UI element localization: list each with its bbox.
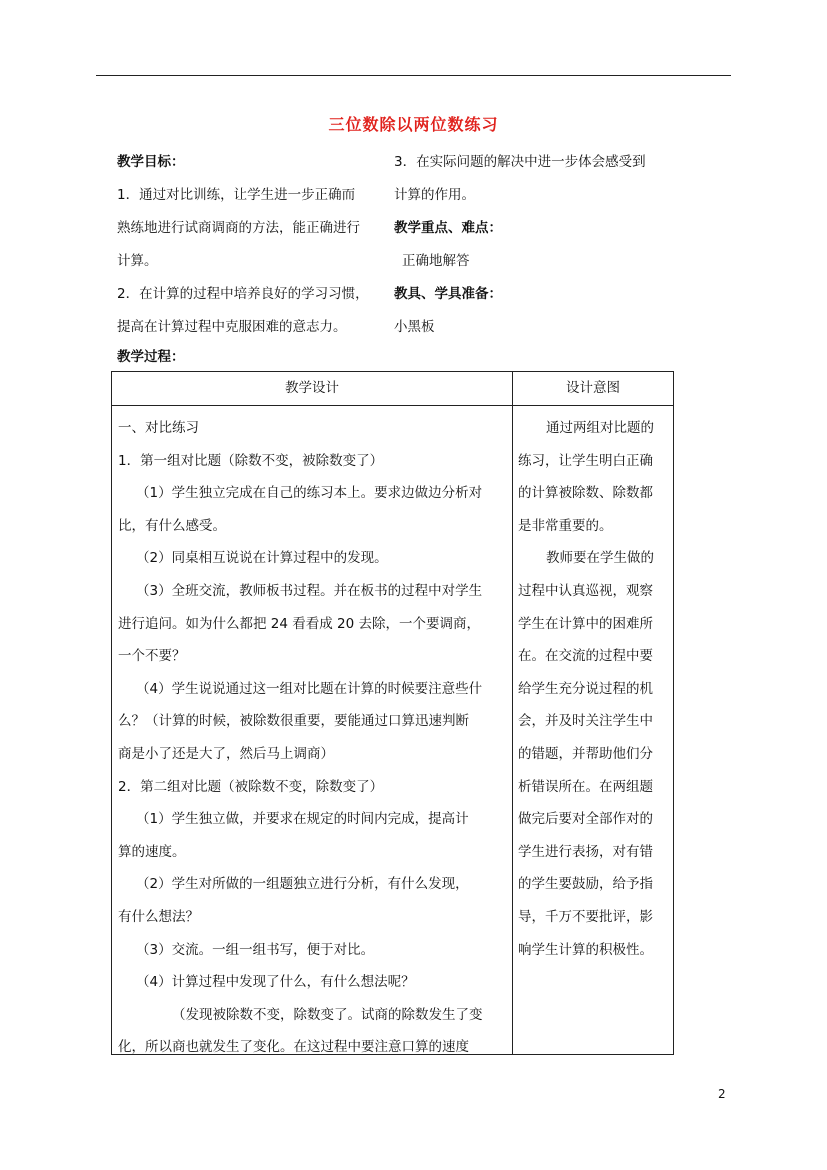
keypoints-column	[394, 146, 679, 344]
intent-line: 会，并及时关注学生中	[518, 713, 653, 730]
objectives-column	[117, 146, 387, 344]
intent-line: 练习，让学生明白正确	[518, 452, 653, 469]
design-line: （4）计算过程中发现了什么，有什么想法呢？	[136, 974, 415, 991]
intent-line: 导，千万不要批评，影	[518, 908, 653, 925]
design-line: 进行追问。如为什么都把 24 看看成 20 去除，一个要调商，	[118, 615, 481, 632]
materials-text: 小黑板	[394, 319, 435, 335]
design-line: （4）学生说说通过这一组对比题在计算的时候要注意些什	[136, 680, 483, 697]
design-line: （2）学生对所做的一组题独立进行分析，有什么发现，	[136, 876, 469, 893]
intent-line: 析错误所在。在两组题	[518, 778, 653, 795]
intent-line: 响学生计算的积极性。	[518, 941, 653, 958]
design-line: 比，有什么感受。	[118, 517, 226, 534]
objective-line: 1．通过对比训练，让学生进一步正确而	[117, 187, 356, 203]
intent-line: 过程中认真巡视，观察	[518, 582, 653, 599]
design-line: （3）交流。一组一组书写，便于对比。	[136, 941, 375, 958]
header-design: 教学设计	[112, 372, 513, 405]
document-title: 三位数除以两位数练习	[328, 115, 499, 134]
design-line: （3）全班交流，教师板书过程。并在板书的过程中对学生	[136, 582, 483, 599]
objective-line: 熟练地进行试商调商的方法，能正确进行	[117, 220, 360, 236]
intent-line: 给学生充分说过程的机	[518, 680, 653, 697]
design-line: 一、对比练习	[118, 420, 199, 436]
design-line: 算的速度。	[118, 843, 186, 860]
design-cell	[118, 412, 510, 1064]
keypoints-heading: 教学重点、难点：	[394, 220, 502, 236]
header-rule	[96, 75, 731, 76]
intent-line: 做完后要对全部作对的	[518, 811, 653, 828]
objective-line: 计算。	[117, 253, 158, 269]
intent-line: 的计算被除数、除数都	[518, 485, 653, 502]
intent-cell	[518, 412, 670, 966]
column-divider	[512, 405, 513, 1055]
design-line: 商是小了还是大了，然后马上调商）	[118, 745, 334, 762]
intent-line: 是非常重要的。	[518, 517, 613, 534]
header-intent: 设计意图	[566, 380, 620, 396]
table-header-row	[112, 372, 673, 406]
intent-line: 教师要在学生做的	[546, 550, 654, 567]
intent-line: 在。在交流的过程中要	[518, 648, 653, 665]
intent-line: 学生在计算中的困难所	[518, 615, 653, 632]
lesson-table	[111, 371, 674, 1055]
design-line: （2）同桌相互说说在计算过程中的发现。	[136, 550, 388, 567]
objective-line: 提高在计算过程中克服困难的意志力。	[117, 319, 347, 335]
design-line: （发现被除数不变，除数变了。试商的除数发生了变	[172, 1006, 483, 1023]
objective-line: 计算的作用。	[394, 187, 475, 203]
objectives-heading: 教学目标：	[117, 154, 185, 170]
design-line: 化，所以商也就发生了变化。在这过程中要注意口算的速度	[118, 1039, 469, 1056]
intro-section	[117, 146, 677, 346]
materials-heading: 教具、学具准备：	[394, 286, 502, 302]
design-line: 1．第一组对比题（除数不变，被除数变了）	[118, 452, 384, 469]
intent-line: 学生进行表扬，对有错	[518, 843, 653, 860]
intent-line: 通过两组对比题的	[546, 420, 654, 436]
keypoints-text: 正确地解答	[402, 253, 470, 269]
objective-line: 2．在计算的过程中培养良好的学习习惯，	[117, 286, 369, 302]
design-line: 一个不要？	[118, 648, 186, 665]
design-line: （1）学生独立完成在自己的练习本上。要求边做边分析对	[136, 485, 483, 502]
design-line: （1）学生独立做，并要求在规定的时间内完成，提高计	[136, 811, 469, 828]
intent-line: 的学生要鼓励，给予指	[518, 876, 653, 893]
design-line: 2．第二组对比题（被除数不变，除数变了）	[118, 778, 384, 795]
objective-line: 3．在实际问题的解决中进一步体会感受到	[394, 154, 646, 170]
intent-line: 的错题，并帮助他们分	[518, 745, 653, 762]
process-heading: 教学过程：	[117, 349, 185, 365]
design-line: 有什么想法？	[118, 908, 199, 925]
design-line: 么？（计算的时候，被除数很重要，要能通过口算迅速判断	[118, 713, 469, 730]
page-number: 2	[718, 1087, 726, 1101]
